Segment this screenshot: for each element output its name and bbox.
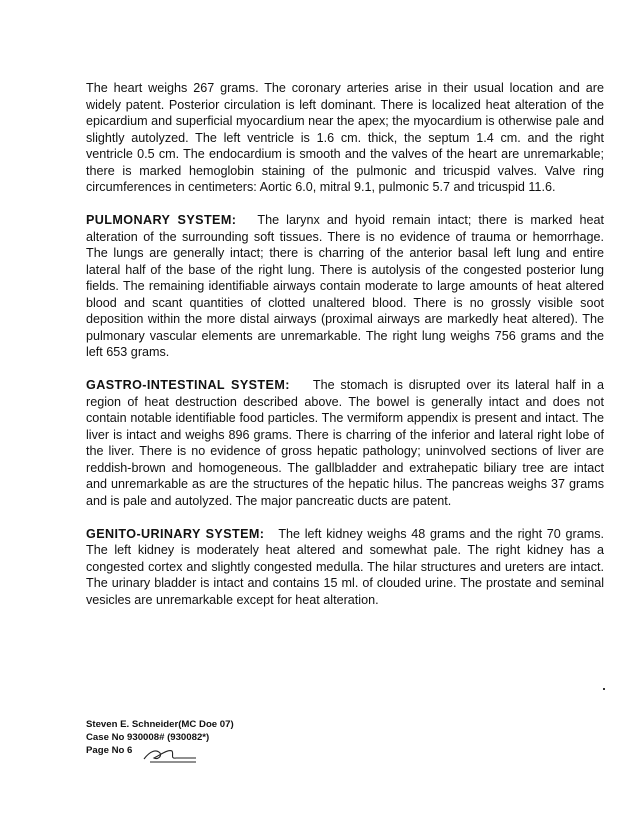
footer-case-number: Case No 930008# (930082*) (86, 732, 210, 743)
page-footer (86, 718, 386, 757)
footer-author: Steven E. Schneider(MC Doe 07) (86, 719, 234, 730)
pulmonary-heading: PULMONARY SYSTEM: (86, 213, 237, 227)
genitourinary-paragraph (86, 526, 604, 609)
cardiovascular-paragraph (86, 80, 604, 196)
handwritten-initials-mark (142, 745, 198, 765)
gastrointestinal-heading: GASTRO-INTESTINAL SYSTEM: (86, 378, 290, 392)
report-body (86, 80, 604, 608)
footer-page-number: Page No 6 (86, 745, 133, 756)
pulmonary-text: The larynx and hyoid remain intact; there is marked heat alteration of the surrounding soft tissues. There is no evidence of trauma or hemorrhage. The lungs are generally intact; there is charring of the anterior basal left lung and entire lateral half of the base of the right lung. There is autolysis of the congested posterior lung fields. The remaining identifiable airways contain moderate to large amounts of heat altered blood and scant quantities of clotted unaltered blood. There is no grossly visible soot deposition within the more distal airways (proximal airways are markedly heat altered). The pulmonary vascular elements are unremarkable. The right lung weighs 756 grams and the left 653 grams. (86, 213, 604, 359)
gastrointestinal-paragraph (86, 377, 604, 509)
gastrointestinal-text: The stomach is disrupted over its lateral half in a region of heat destruction described above. The bowel is generally intact and does not contain notable identifiable food particles. The vermiform appendix is present and intact. The liver is intact and weighs 896 grams. There is charring of the inferior and lateral right lobe of the liver. There is no evidence of gross hepatic pathology; uninvolved sections of liver are reddish-brown and homogeneous. The gallbladder and extrahepatic biliary tree are intact and unremarkable as are the structures of the hepatic hilus. The pancreas weighs 37 grams and is pale and autolyzed. The major pancreatic ducts are patent. (86, 378, 604, 508)
cardiovascular-text: The heart weighs 267 grams. The coronary arteries arise in their usual location and are widely patent. Posterior circulation is left dominant. There is localized heat alteration of the epicardium and superficial myocardium near the apex; the myocardium is otherwise pale and slightly autolyzed. The left ventricle is 1.6 cm. thick, the septum 1.4 cm. and the right ventricle 0.5 cm. The endocardium is smooth and the valves of the heart are unremarkable; there is marked hemoglobin staining of the pulmonic and tricuspid valves. Valve ring circumferences in centimeters: Aortic 6.0, mitral 9.1, pulmonic 5.7 and tricuspid 11.6. (86, 81, 604, 194)
genitourinary-heading: GENITO-URINARY SYSTEM: (86, 526, 265, 541)
genitourinary-text: The left kidney weighs 48 grams and the right 70 grams. The left kidney is moderately heat altered and somewhat pale. The right kidney has a congested cortex and slightly congested medulla. The hilar structures and ureters are intact. The urinary bladder is intact and contains 15 ml. of clouded urine. The prostate and seminal vesicles are unremarkable except for heat alteration. (86, 526, 604, 607)
speck-mark (603, 688, 605, 690)
pulmonary-paragraph (86, 212, 604, 361)
